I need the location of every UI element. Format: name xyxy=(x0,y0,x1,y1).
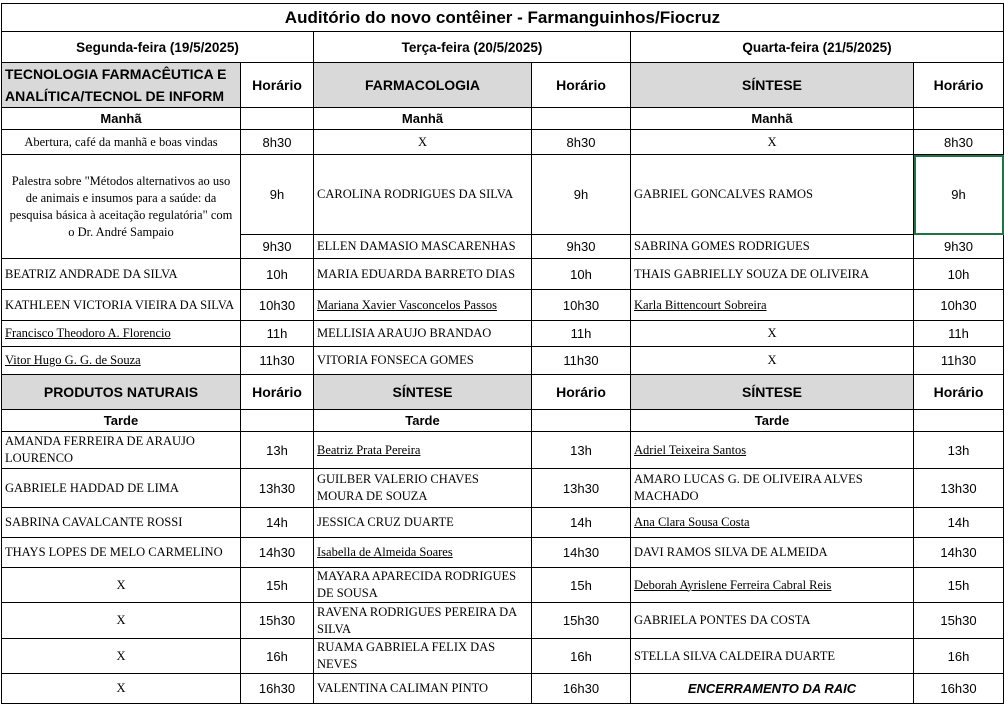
presenter-cell[interactable]: JESSICA CRUZ DUARTE xyxy=(314,508,532,538)
time-cell[interactable]: 16h xyxy=(532,639,631,674)
time-cell[interactable]: 10h30 xyxy=(914,290,1004,321)
presenter-cell[interactable]: RUAMA GABRIELA FELIX DAS NEVES xyxy=(314,639,532,674)
time-cell[interactable]: 15h xyxy=(914,568,1004,603)
horario-header: Horário xyxy=(241,63,314,108)
time-cell[interactable]: 13h xyxy=(241,432,314,469)
subject-header: SÍNTESE xyxy=(631,375,914,410)
presenter-cell[interactable]: THAIS GABRIELLY SOUZA DE OLIVEIRA xyxy=(631,259,914,290)
presenter-cell[interactable]: MARIA EDUARDA BARRETO DIAS xyxy=(314,259,532,290)
schedule-table xyxy=(1,3,1004,704)
time-cell[interactable]: 8h30 xyxy=(241,130,314,155)
time-cell[interactable]: 15h30 xyxy=(241,603,314,639)
presenter-cell[interactable]: SABRINA GOMES RODRIGUES xyxy=(631,235,914,259)
subject-header: TECNOLOGIA FARMACÊUTICA E ANALÍTICA/TECNOL DE INFORM xyxy=(2,63,241,108)
presenter-cell[interactable]: BEATRIZ ANDRADE DA SILVA xyxy=(2,259,241,290)
time-cell[interactable]: 10h xyxy=(532,259,631,290)
empty-cell xyxy=(241,108,314,130)
period-label: Tarde xyxy=(314,410,532,432)
table-row xyxy=(2,508,1004,538)
presenter-cell[interactable]: X xyxy=(631,347,914,375)
subject-header: SÍNTESE xyxy=(314,375,532,410)
presenter-cell[interactable]: X xyxy=(631,130,914,155)
table-row xyxy=(2,469,1004,508)
presenter-cell[interactable]: DAVI RAMOS SILVA DE ALMEIDA xyxy=(631,538,914,568)
table-row xyxy=(2,4,1004,32)
empty-cell xyxy=(914,108,1004,130)
period-label: Manhã xyxy=(2,108,241,130)
table-row xyxy=(2,259,1004,290)
presenter-cell[interactable]: Palestra sobre "Métodos alternativos ao uso de animais e insumos para a saúde: da pesquisa básica à aceitação regulatória" com o Dr. André Sampaio xyxy=(2,155,241,259)
presenter-cell[interactable]: Deborah Ayrislene Ferreira Cabral Reis xyxy=(631,568,914,603)
table-row xyxy=(2,568,1004,603)
horario-header: Horário xyxy=(914,375,1004,410)
presenter-cell[interactable]: Mariana Xavier Vasconcelos Passos xyxy=(314,290,532,321)
table-row xyxy=(2,674,1004,704)
period-label: Manhã xyxy=(314,108,532,130)
time-cell[interactable]: 14h xyxy=(241,508,314,538)
time-cell[interactable]: 11h30 xyxy=(241,347,314,375)
presenter-cell[interactable]: AMARO LUCAS G. DE OLIVEIRA ALVES MACHADO xyxy=(631,469,914,508)
period-label: Manhã xyxy=(631,108,914,130)
presenter-cell[interactable]: KATHLEEN VICTORIA VIEIRA DA SILVA xyxy=(2,290,241,321)
presenter-cell[interactable]: Beatriz Prata Pereira xyxy=(314,432,532,469)
presenter-cell[interactable]: Vitor Hugo G. G. de Souza xyxy=(2,347,241,375)
horario-header: Horário xyxy=(532,375,631,410)
time-cell[interactable]: 16h30 xyxy=(241,674,314,704)
empty-cell xyxy=(914,410,1004,432)
presenter-cell[interactable]: MELLISIA ARAUJO BRANDAO xyxy=(314,321,532,347)
presenter-cell[interactable]: Isabella de Almeida Soares xyxy=(314,538,532,568)
time-cell[interactable]: 8h30 xyxy=(532,130,631,155)
time-cell[interactable]: 11h xyxy=(532,321,631,347)
presenter-cell[interactable]: Ana Clara Sousa Costa xyxy=(631,508,914,538)
horario-header: Horário xyxy=(241,375,314,410)
time-cell[interactable]: 13h xyxy=(914,432,1004,469)
presenter-cell[interactable]: X xyxy=(2,639,241,674)
presenter-cell[interactable]: VALENTINA CALIMAN PINTO xyxy=(314,674,532,704)
time-cell[interactable]: 11h30 xyxy=(532,347,631,375)
time-cell[interactable]: 16h xyxy=(241,639,314,674)
time-cell[interactable]: 9h30 xyxy=(241,235,314,259)
presenter-cell[interactable]: GABRIELE HADDAD DE LIMA xyxy=(2,469,241,508)
empty-cell xyxy=(532,410,631,432)
presenter-cell[interactable]: Adriel Teixeira Santos xyxy=(631,432,914,469)
time-cell[interactable]: 9h xyxy=(914,155,1004,235)
time-cell[interactable]: 9h30 xyxy=(532,235,631,259)
time-cell[interactable]: 13h30 xyxy=(241,469,314,508)
time-cell[interactable]: 14h xyxy=(532,508,631,538)
presenter-cell[interactable]: X xyxy=(2,603,241,639)
table-row xyxy=(2,603,1004,639)
presenter-cell[interactable]: X xyxy=(2,568,241,603)
time-cell[interactable]: 10h30 xyxy=(241,290,314,321)
presenter-cell[interactable]: GABRIELA PONTES DA COSTA xyxy=(631,603,914,639)
time-cell[interactable]: 13h30 xyxy=(532,469,631,508)
presenter-cell[interactable]: X xyxy=(314,130,532,155)
presenter-cell[interactable]: ENCERRAMENTO DA RAIC xyxy=(631,674,914,704)
presenter-cell[interactable]: VITORIA FONSECA GOMES xyxy=(314,347,532,375)
table-row xyxy=(2,375,1004,410)
empty-cell xyxy=(241,410,314,432)
time-cell[interactable]: 10h xyxy=(914,259,1004,290)
table-row xyxy=(2,639,1004,674)
presenter-cell[interactable]: RAVENA RODRIGUES PEREIRA DA SILVA xyxy=(314,603,532,639)
time-cell[interactable]: 9h xyxy=(532,155,631,235)
table-row xyxy=(2,432,1004,469)
day-header-wednesday[interactable]: Quarta-feira (21/5/2025) xyxy=(631,32,1004,63)
day-header-monday[interactable]: Segunda-feira (19/5/2025) xyxy=(2,32,314,63)
period-label: Tarde xyxy=(2,410,241,432)
presenter-cell[interactable]: THAYS LOPES DE MELO CARMELINO xyxy=(2,538,241,568)
presenter-cell[interactable]: SABRINA CAVALCANTE ROSSI xyxy=(2,508,241,538)
table-row xyxy=(2,321,1004,347)
time-cell[interactable]: 11h xyxy=(241,321,314,347)
time-cell[interactable]: 11h xyxy=(914,321,1004,347)
presenter-cell[interactable]: STELLA SILVA CALDEIRA DUARTE xyxy=(631,639,914,674)
time-cell[interactable]: 15h30 xyxy=(914,603,1004,639)
subject-header: PRODUTOS NATURAIS xyxy=(2,375,241,410)
time-cell[interactable]: 10h xyxy=(241,259,314,290)
time-cell[interactable]: 14h xyxy=(914,508,1004,538)
table-row xyxy=(2,538,1004,568)
table-row xyxy=(2,130,1004,155)
period-label: Tarde xyxy=(631,410,914,432)
time-cell[interactable]: 15h xyxy=(532,568,631,603)
presenter-cell[interactable]: ELLEN DAMASIO MASCARENHAS xyxy=(314,235,532,259)
presenter-cell[interactable]: X xyxy=(2,674,241,704)
time-cell[interactable]: 16h xyxy=(914,639,1004,674)
time-cell[interactable]: 11h30 xyxy=(914,347,1004,375)
time-cell[interactable]: 8h30 xyxy=(914,130,1004,155)
time-cell[interactable]: 15h30 xyxy=(532,603,631,639)
time-cell[interactable]: 9h30 xyxy=(914,235,1004,259)
empty-cell xyxy=(532,108,631,130)
table-row xyxy=(2,347,1004,375)
presenter-cell[interactable]: GABRIEL GONCALVES RAMOS xyxy=(631,155,914,235)
time-cell[interactable]: 9h xyxy=(241,155,314,235)
presenter-cell[interactable]: AMANDA FERREIRA DE ARAUJO LOURENCO xyxy=(2,432,241,469)
presenter-cell[interactable]: Francisco Theodoro A. Florencio xyxy=(2,321,241,347)
presenter-cell[interactable]: Abertura, café da manhã e boas vindas xyxy=(2,130,241,155)
time-cell[interactable]: 13h xyxy=(532,432,631,469)
table-row xyxy=(2,108,1004,130)
horario-header: Horário xyxy=(532,63,631,108)
time-cell[interactable]: 15h xyxy=(241,568,314,603)
presenter-cell[interactable]: GUILBER VALERIO CHAVES MOURA DE SOUZA xyxy=(314,469,532,508)
table-row xyxy=(2,32,1004,63)
time-cell[interactable]: 16h30 xyxy=(914,674,1004,704)
time-cell[interactable]: 10h30 xyxy=(532,290,631,321)
presenter-cell[interactable]: CAROLINA RODRIGUES DA SILVA xyxy=(314,155,532,235)
time-cell[interactable]: 14h30 xyxy=(914,538,1004,568)
table-row xyxy=(2,63,1004,108)
time-cell[interactable]: 14h30 xyxy=(532,538,631,568)
time-cell[interactable]: 13h30 xyxy=(914,469,1004,508)
subject-header: FARMACOLOGIA xyxy=(314,63,532,108)
time-cell[interactable]: 16h30 xyxy=(532,674,631,704)
horario-header: Horário xyxy=(914,63,1004,108)
table-row xyxy=(2,410,1004,432)
page-title[interactable]: Auditório do novo contêiner - Farmanguinhos/Fiocruz xyxy=(2,4,1004,32)
presenter-cell[interactable]: X xyxy=(631,321,914,347)
day-header-tuesday[interactable]: Terça-feira (20/5/2025) xyxy=(314,32,631,63)
presenter-cell[interactable]: MAYARA APARECIDA RODRIGUES DE SOUSA xyxy=(314,568,532,603)
subject-header: SÍNTESE xyxy=(631,63,914,108)
table-row xyxy=(2,290,1004,321)
presenter-cell[interactable]: Karla Bittencourt Sobreira xyxy=(631,290,914,321)
table-row xyxy=(2,155,1004,235)
time-cell[interactable]: 14h30 xyxy=(241,538,314,568)
